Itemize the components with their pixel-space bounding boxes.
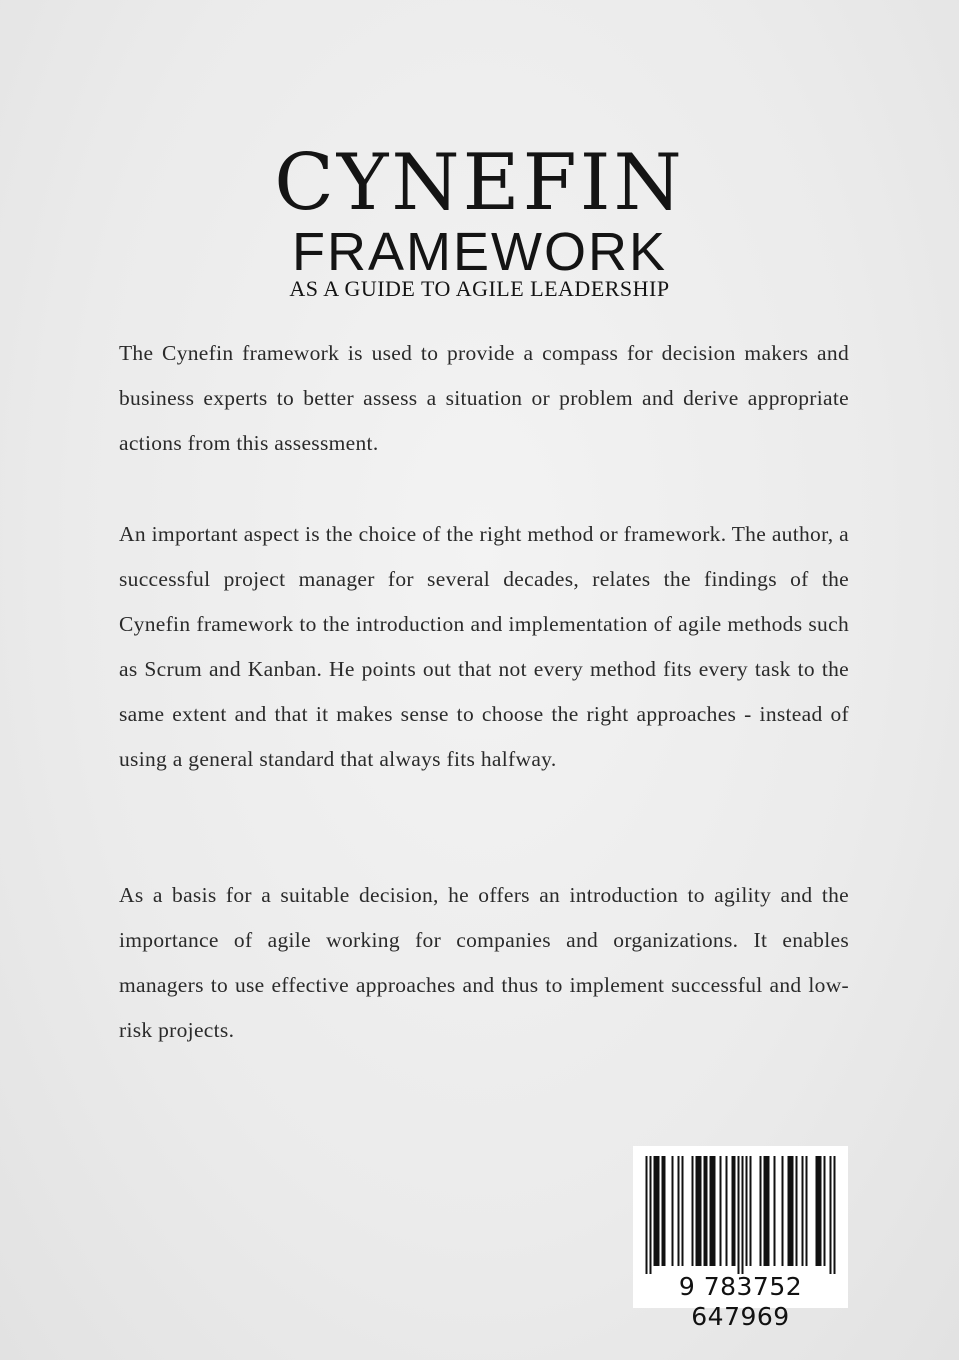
barcode-bar xyxy=(672,1156,674,1266)
barcode-bar xyxy=(682,1156,684,1266)
barcode-bar xyxy=(750,1156,752,1266)
barcode-bar xyxy=(678,1156,680,1266)
barcode-bar xyxy=(764,1156,770,1266)
barcode-bar xyxy=(704,1156,708,1266)
barcode-bar xyxy=(806,1156,808,1266)
barcode-bar xyxy=(760,1156,762,1266)
title-framework: FRAMEWORK xyxy=(292,222,667,282)
barcode-bar xyxy=(824,1156,826,1266)
barcode-bar xyxy=(742,1156,744,1274)
barcode-bar xyxy=(720,1156,722,1266)
barcode-bar xyxy=(654,1156,660,1266)
barcode-bar xyxy=(726,1156,728,1266)
barcode-bar xyxy=(650,1156,652,1274)
isbn-number: 9 783752 647969 xyxy=(678,1272,803,1331)
title-cynefin: CYNEFIN xyxy=(274,138,685,228)
barcode-bar xyxy=(796,1156,798,1266)
barcode-bar xyxy=(732,1156,736,1266)
isbn-barcode xyxy=(633,1146,848,1331)
blurb-paragraph-2: An important aspect is the choice of the right method or framework. The author, a successful project manager for several decades, relates the findings of the Cynefin framework to the introduction and implementation of agile methods such as Scrum and Kanban. He points out that not every method fits every task to the same extent and that it makes sense to choose the right approaches - instead of using a general standard that always fits halfway. xyxy=(119,522,849,771)
barcode-bar xyxy=(774,1156,776,1266)
barcode-bar xyxy=(788,1156,794,1266)
barcode-bar xyxy=(692,1156,694,1266)
barcode-bar xyxy=(646,1156,648,1274)
barcode-bar xyxy=(816,1156,822,1266)
barcode-bar xyxy=(830,1156,832,1274)
barcode-bar xyxy=(710,1156,716,1266)
barcode-bars xyxy=(633,1146,848,1276)
barcode-bar xyxy=(782,1156,784,1266)
barcode-bar xyxy=(802,1156,804,1266)
barcode-bar xyxy=(746,1156,748,1266)
blurb-paragraph-1: The Cynefin framework is used to provide a compass for decision makers and business experts to better assess a situation or problem and derive appropriate actions from this assessment. xyxy=(119,341,849,455)
barcode-bar xyxy=(662,1156,666,1266)
barcode-bar xyxy=(834,1156,836,1274)
title-tagline: AS A GUIDE TO AGILE LEADERSHIP xyxy=(289,276,670,301)
blurb-paragraph-3: As a basis for a suitable decision, he offers an introduction to agility and the importance of agile working for companies and organizations. It enables managers to use effective approaches and thus to implement successful and low-risk projects. xyxy=(119,883,849,1042)
barcode-bar xyxy=(738,1156,740,1274)
barcode-bar xyxy=(696,1156,702,1266)
